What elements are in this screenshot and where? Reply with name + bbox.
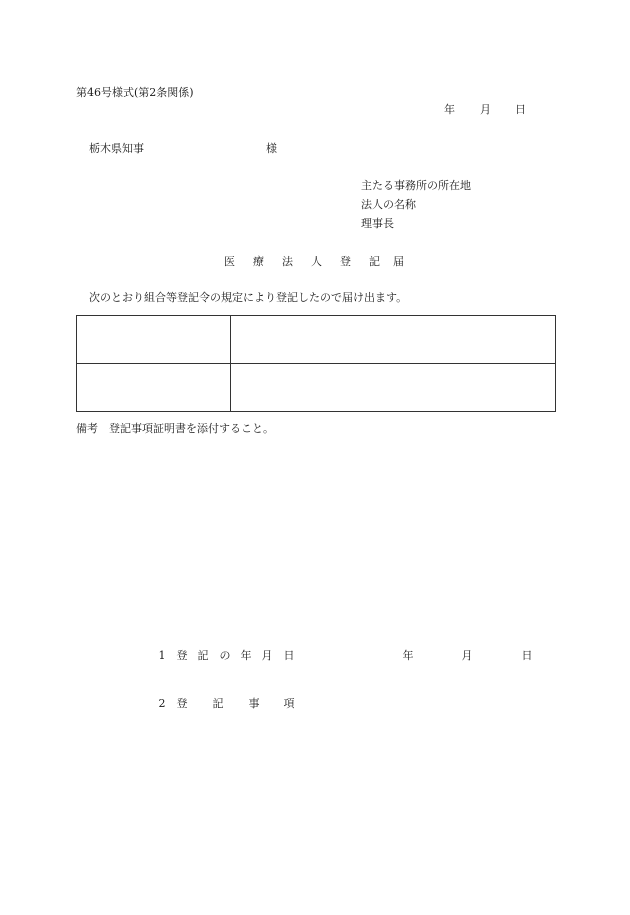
table-row xyxy=(77,364,556,412)
row1-char: 月 xyxy=(261,648,273,662)
row1-number: 1 xyxy=(158,648,166,662)
intro-text: 次のとおり組合等登記令の規定により登記したので届け出ます。 xyxy=(89,291,408,304)
row1-day: 日 xyxy=(521,648,533,662)
title-char: 届 xyxy=(393,255,404,268)
title-char: 記 xyxy=(369,255,380,268)
title-char: 法 xyxy=(282,255,293,268)
date-year: 年 xyxy=(444,103,455,116)
row1-value xyxy=(231,316,556,662)
title-char: 人 xyxy=(311,255,322,268)
row2-char: 項 xyxy=(283,696,295,710)
form-number: 第46号様式(第2条関係) xyxy=(76,86,194,99)
addressee-sama: 様 xyxy=(266,142,277,155)
row1-char: の xyxy=(219,648,231,662)
title-char: 医 xyxy=(224,255,235,268)
chairman-label: 理事長 xyxy=(361,217,394,230)
row1-char: 登 xyxy=(176,648,188,662)
row1-char: 日 xyxy=(283,648,295,662)
title-char: 登 xyxy=(340,255,351,268)
row2-char: 登 xyxy=(176,696,188,710)
row2-char: 記 xyxy=(212,696,224,710)
row1-month: 月 xyxy=(461,648,473,662)
row1-char: 記 xyxy=(197,648,209,662)
date-day: 日 xyxy=(515,103,526,116)
office-location-label: 主たる事務所の所在地 xyxy=(361,179,471,192)
corporation-name-label: 法人の名称 xyxy=(361,198,416,211)
row1-char: 年 xyxy=(240,648,252,662)
date-month: 月 xyxy=(480,103,491,116)
table-row xyxy=(77,316,556,364)
row2-number: 2 xyxy=(158,696,166,710)
row1-year: 年 xyxy=(402,648,414,662)
remarks-note: 備考 登記事項証明書を添付すること。 xyxy=(76,422,274,435)
addressee-governor: 栃木県知事 xyxy=(89,142,144,155)
row2-char: 事 xyxy=(248,696,260,710)
row2-value[interactable] xyxy=(231,364,556,412)
title-char: 療 xyxy=(253,255,264,268)
